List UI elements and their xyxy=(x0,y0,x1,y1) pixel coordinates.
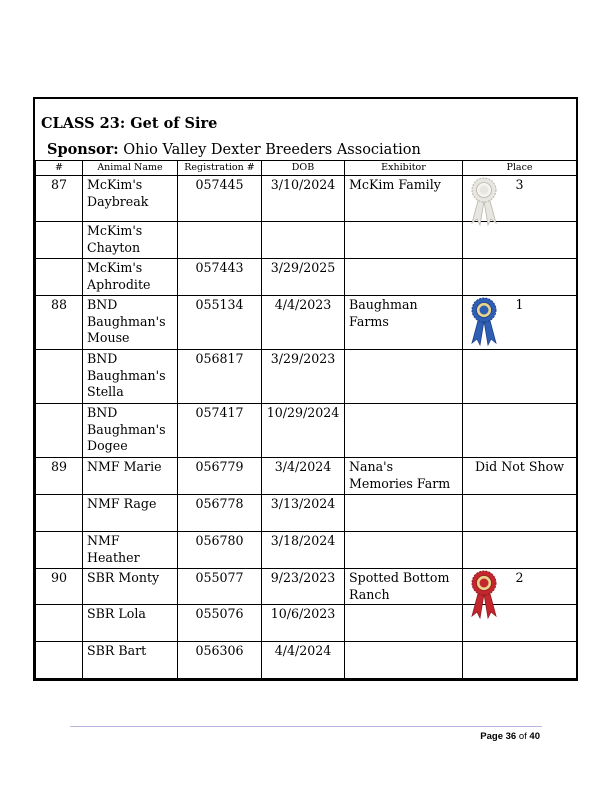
registration-number-value: 057445 xyxy=(195,177,244,192)
exhibitor-cell xyxy=(345,222,463,259)
date-of-birth-cell xyxy=(262,605,345,642)
place-value: 2 xyxy=(515,570,524,585)
entry-number-cell xyxy=(36,605,83,642)
animal-name-value: NMF Heather xyxy=(87,533,140,565)
date-of-birth-value: 3/18/2024 xyxy=(270,533,336,548)
date-of-birth-value: 3/4/2024 xyxy=(274,459,332,474)
entry-number-cell xyxy=(36,532,83,569)
col-header-exhibitor: Exhibitor xyxy=(345,161,463,176)
registration-number-value: 057417 xyxy=(195,405,244,420)
animal-name-cell xyxy=(83,222,178,259)
date-of-birth-cell xyxy=(262,642,345,679)
of-label: of xyxy=(518,731,527,742)
col-header-number: # xyxy=(36,161,83,176)
registration-number-cell xyxy=(178,222,262,259)
date-of-birth-value: 3/13/2024 xyxy=(270,496,336,511)
place-value: 3 xyxy=(515,177,524,192)
table-row xyxy=(36,495,577,532)
exhibitor-cell xyxy=(345,259,463,296)
date-of-birth-value: 4/4/2023 xyxy=(274,297,332,312)
place-cell xyxy=(463,569,577,605)
exhibitor-cell xyxy=(345,642,463,679)
table-header-row xyxy=(36,161,577,176)
date-of-birth-cell xyxy=(262,259,345,296)
place-cell xyxy=(463,532,577,569)
place-cell xyxy=(463,495,577,532)
exhibitor-cell xyxy=(345,458,463,495)
exhibitor-cell xyxy=(345,404,463,458)
exhibitor-cell xyxy=(345,176,463,222)
registration-number-cell xyxy=(178,495,262,532)
footer-divider xyxy=(70,726,542,727)
place-cell xyxy=(463,404,577,458)
date-of-birth-cell xyxy=(262,222,345,259)
animal-name-value: BND Baughman's Mouse xyxy=(87,297,166,345)
date-of-birth-value: 3/29/2023 xyxy=(270,351,336,366)
animal-name-value: McKim's Daybreak xyxy=(87,177,149,209)
registration-number-cell xyxy=(178,458,262,495)
date-of-birth-cell xyxy=(262,404,345,458)
place-cell xyxy=(463,222,577,259)
table-row xyxy=(36,458,577,495)
entry-number-cell xyxy=(36,222,83,259)
animal-name-cell xyxy=(83,296,178,350)
page-label: Page xyxy=(480,731,503,742)
col-header-registration: Registration # xyxy=(178,161,262,176)
date-of-birth-value: 10/6/2023 xyxy=(270,606,336,621)
exhibitor-value: Spotted Bottom Ranch xyxy=(349,570,450,602)
entry-number-cell xyxy=(36,642,83,679)
animal-name-cell xyxy=(83,495,178,532)
exhibitor-cell xyxy=(345,605,463,642)
registration-number-cell xyxy=(178,605,262,642)
class-title: CLASS 23: Get of Sire xyxy=(41,115,218,132)
registration-number-cell xyxy=(178,642,262,679)
registration-number-value: 057443 xyxy=(195,260,244,275)
entry-number-cell xyxy=(36,296,83,350)
class-frame xyxy=(33,97,578,681)
entry-number-cell xyxy=(36,569,83,605)
page-total: 40 xyxy=(529,731,540,742)
date-of-birth-cell xyxy=(262,296,345,350)
place-cell xyxy=(463,259,577,296)
registration-number-cell xyxy=(178,350,262,404)
table-row xyxy=(36,404,577,458)
place-value: Did Not Show xyxy=(475,459,564,474)
animal-name-cell xyxy=(83,642,178,679)
place-cell xyxy=(463,176,577,222)
exhibitor-value: McKim Family xyxy=(349,177,441,192)
exhibitor-cell xyxy=(345,532,463,569)
exhibitor-value: Nana's Memories Farm xyxy=(349,459,451,491)
registration-number-value: 056780 xyxy=(195,533,244,548)
sponsor-line xyxy=(47,141,421,158)
col-header-dob: DOB xyxy=(262,161,345,176)
animal-name-cell xyxy=(83,569,178,605)
registration-number-cell xyxy=(178,296,262,350)
animal-name-value: SBR Monty xyxy=(87,570,160,585)
table-row xyxy=(36,532,577,569)
animal-name-value: NMF Marie xyxy=(87,459,162,474)
entry-number-cell xyxy=(36,458,83,495)
exhibitor-cell xyxy=(345,350,463,404)
place-cell xyxy=(463,605,577,642)
registration-number-cell xyxy=(178,532,262,569)
place-value: 1 xyxy=(515,297,524,312)
page-footer xyxy=(480,731,540,742)
registration-number-value: 056817 xyxy=(195,351,244,366)
animal-name-value: SBR Bart xyxy=(87,643,147,658)
registration-number-value: 055077 xyxy=(195,570,244,585)
entry-number-cell xyxy=(36,495,83,532)
date-of-birth-value: 3/29/2025 xyxy=(270,260,336,275)
animal-name-value: BND Baughman's Dogee xyxy=(87,405,166,453)
entry-number-cell xyxy=(36,350,83,404)
place-cell xyxy=(463,458,577,495)
animal-name-value: McKim's Aphrodite xyxy=(87,260,151,292)
entry-number-cell xyxy=(36,176,83,222)
animal-name-cell xyxy=(83,532,178,569)
col-header-place: Place xyxy=(463,161,577,176)
entry-number-value: 89 xyxy=(50,459,68,474)
exhibitor-cell xyxy=(345,569,463,605)
date-of-birth-value: 3/10/2024 xyxy=(270,177,336,192)
sponsor-name: Ohio Valley Dexter Breeders Association xyxy=(123,142,421,158)
registration-number-cell xyxy=(178,176,262,222)
date-of-birth-cell xyxy=(262,176,345,222)
date-of-birth-cell xyxy=(262,532,345,569)
place-cell xyxy=(463,642,577,679)
table-row xyxy=(36,296,577,350)
exhibitor-cell xyxy=(345,495,463,532)
date-of-birth-cell xyxy=(262,458,345,495)
date-of-birth-cell xyxy=(262,495,345,532)
registration-number-cell xyxy=(178,404,262,458)
animal-name-cell xyxy=(83,458,178,495)
entry-number-value: 88 xyxy=(50,297,68,312)
date-of-birth-value: 4/4/2024 xyxy=(274,643,332,658)
registration-number-value: 055134 xyxy=(195,297,244,312)
table-row xyxy=(36,222,577,259)
animal-name-cell xyxy=(83,176,178,222)
animal-name-cell xyxy=(83,605,178,642)
date-of-birth-value: 10/29/2024 xyxy=(266,405,340,420)
registration-number-value: 055076 xyxy=(195,606,244,621)
registration-number-value: 056306 xyxy=(195,643,244,658)
entry-number-value: 87 xyxy=(50,177,68,192)
registration-number-value: 056778 xyxy=(195,496,244,511)
entries-table xyxy=(35,160,577,679)
exhibitor-value: Baughman Farms xyxy=(349,297,418,329)
date-of-birth-cell xyxy=(262,350,345,404)
date-of-birth-cell xyxy=(262,569,345,605)
table-row xyxy=(36,176,577,222)
animal-name-value: SBR Lola xyxy=(87,606,146,621)
table-row xyxy=(36,642,577,679)
animal-name-value: McKim's Chayton xyxy=(87,223,143,255)
col-header-animal-name: Animal Name xyxy=(83,161,178,176)
place-cell xyxy=(463,350,577,404)
table-row xyxy=(36,259,577,296)
exhibitor-cell xyxy=(345,296,463,350)
animal-name-cell xyxy=(83,404,178,458)
table-row xyxy=(36,350,577,404)
page-number: 36 xyxy=(505,731,517,742)
animal-name-value: BND Baughman's Stella xyxy=(87,351,166,399)
table-row xyxy=(36,569,577,605)
registration-number-cell xyxy=(178,569,262,605)
animal-name-value: NMF Rage xyxy=(87,496,157,511)
entry-number-cell xyxy=(36,259,83,296)
blue-ribbon-icon xyxy=(468,297,500,349)
sponsor-label: Sponsor: xyxy=(47,141,119,158)
registration-number-cell xyxy=(178,259,262,296)
entry-number-value: 90 xyxy=(50,570,68,585)
date-of-birth-value: 9/23/2023 xyxy=(270,570,336,585)
entry-number-cell xyxy=(36,404,83,458)
animal-name-cell xyxy=(83,350,178,404)
animal-name-cell xyxy=(83,259,178,296)
registration-number-value: 056779 xyxy=(195,459,244,474)
place-cell xyxy=(463,296,577,350)
table-row xyxy=(36,605,577,642)
